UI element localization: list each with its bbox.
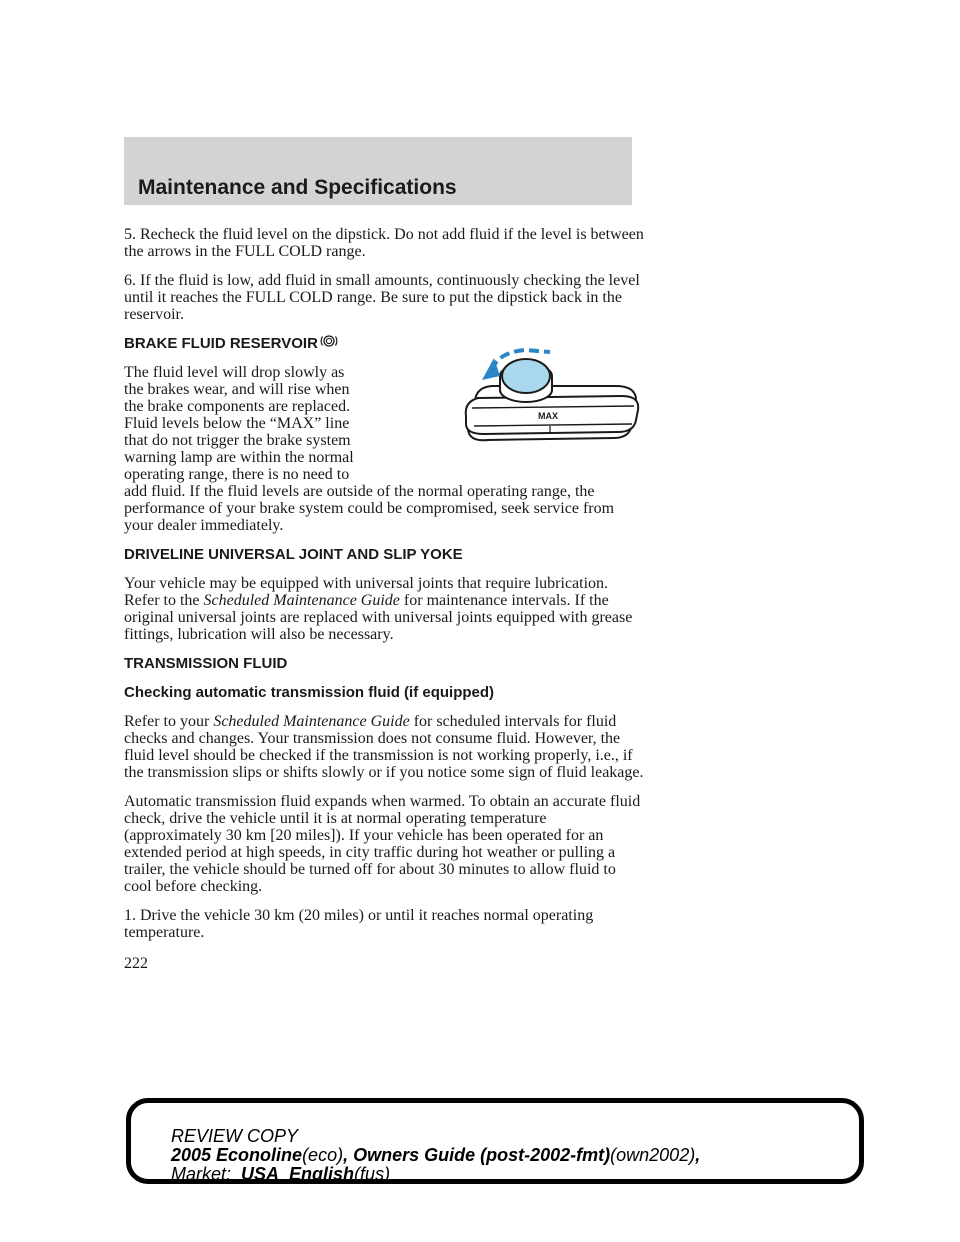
- scheduled-maintenance-guide-ref: Scheduled Maintenance Guide: [213, 713, 410, 730]
- brake-line: operating range, there is no need to: [124, 466, 350, 483]
- section-title: Maintenance and Specifications: [138, 176, 457, 199]
- brake-fluid-heading-text: BRAKE FLUID RESERVOIR: [124, 335, 318, 352]
- scheduled-maintenance-guide-ref: Scheduled Maintenance Guide: [203, 592, 400, 609]
- footer-sep: ,: [343, 1145, 354, 1165]
- max-label: MAX: [538, 411, 558, 421]
- footer-guide: Owners Guide (post-2002-fmt): [353, 1145, 611, 1165]
- footer-market-code: (fus): [354, 1164, 391, 1184]
- transmission-fluid-heading: TRANSMISSION FLUID: [124, 655, 288, 672]
- footer-review-copy: REVIEW COPY: [171, 1126, 299, 1146]
- footer-sep: ,: [695, 1145, 701, 1165]
- trans-text-a: Refer to your: [124, 713, 210, 730]
- trans-text-b: for scheduled intervals for fluid checks and changes. Your transmission does not consume fluid. However, the fluid level should be checked if the transmission is not working properly, i.e., if the transmission slips or shifts slowly or if you notice some sign of fluid leakage.: [124, 713, 644, 781]
- driveline-heading: DRIVELINE UNIVERSAL JOINT AND SLIP YOKE: [124, 546, 463, 563]
- page-number: 222: [124, 955, 148, 972]
- brake-line: that do not trigger the brake system: [124, 432, 351, 449]
- brake-line: the brake components are replaced.: [124, 398, 351, 415]
- review-copy-footer: [126, 1098, 864, 1184]
- brake-line-rest: add fluid. If the fluid levels are outside of the normal operating range, the performance of your brake system could be compromised, seek service from your dealer immediately.: [124, 483, 615, 534]
- footer-market-line: [171, 1165, 700, 1184]
- transmission-paragraph-2: Automatic transmission fluid expands when warmed. To obtain an accurate fluid check, drive the vehicle until it is at normal operating temperature (approximately 30 km [20 miles]). If your vehicle has been operated for an extended period at high speeds, in city traffic during hot weather or pulling a trailer, the vehicle should be turned off for about 30 minutes to allow fluid to cool before checking.: [124, 793, 641, 895]
- section-header-band: [124, 137, 632, 205]
- driveline-text-b: for maintenance intervals. If the original universal joints are replaced with universal joints equipped with grease fittings, lubrication will also be necessary.: [124, 592, 633, 643]
- transmission-check-subheading: Checking automatic transmission fluid (if equipped): [124, 684, 495, 701]
- driveline-text-a: Your vehicle may be equipped with universal joints that require lubrication. Refer to the: [124, 575, 609, 609]
- step-6-paragraph: 6. If the fluid is low, add fluid in small amounts, continuously checking the level until it reaches the FULL COLD range. Be sure to put the dipstick back in the reservoir.: [124, 272, 640, 323]
- brake-reservoir-illustration: [454, 346, 644, 456]
- step-5-paragraph: 5. Recheck the fluid level on the dipstick. Do not add fluid if the level is between the arrows in the FULL COLD range.: [124, 226, 644, 260]
- brake-line: The fluid level will drop slowly as: [124, 364, 345, 381]
- transmission-paragraph-1: [124, 713, 644, 781]
- transmission-step-1: 1. Drive the vehicle 30 km (20 miles) or until it reaches normal operating temperature.: [124, 907, 594, 941]
- page-content: [124, 226, 644, 973]
- footer-model: 2005 Econoline: [171, 1145, 303, 1165]
- footer-market-label: Market:: [171, 1164, 232, 1184]
- footer-text: [171, 1127, 700, 1184]
- brake-line: the brakes wear, and will rise when: [124, 381, 350, 398]
- footer-model-code: (eco): [302, 1145, 344, 1165]
- brake-system-icon: [320, 332, 338, 350]
- driveline-paragraph: [124, 575, 644, 643]
- footer-model-line: [171, 1146, 700, 1165]
- footer-guide-code: (own2002): [610, 1145, 696, 1165]
- footer-market: USA_English: [241, 1164, 355, 1184]
- brake-line: warning lamp are within the normal: [124, 449, 354, 466]
- brake-line: Fluid levels below the “MAX” line: [124, 415, 350, 432]
